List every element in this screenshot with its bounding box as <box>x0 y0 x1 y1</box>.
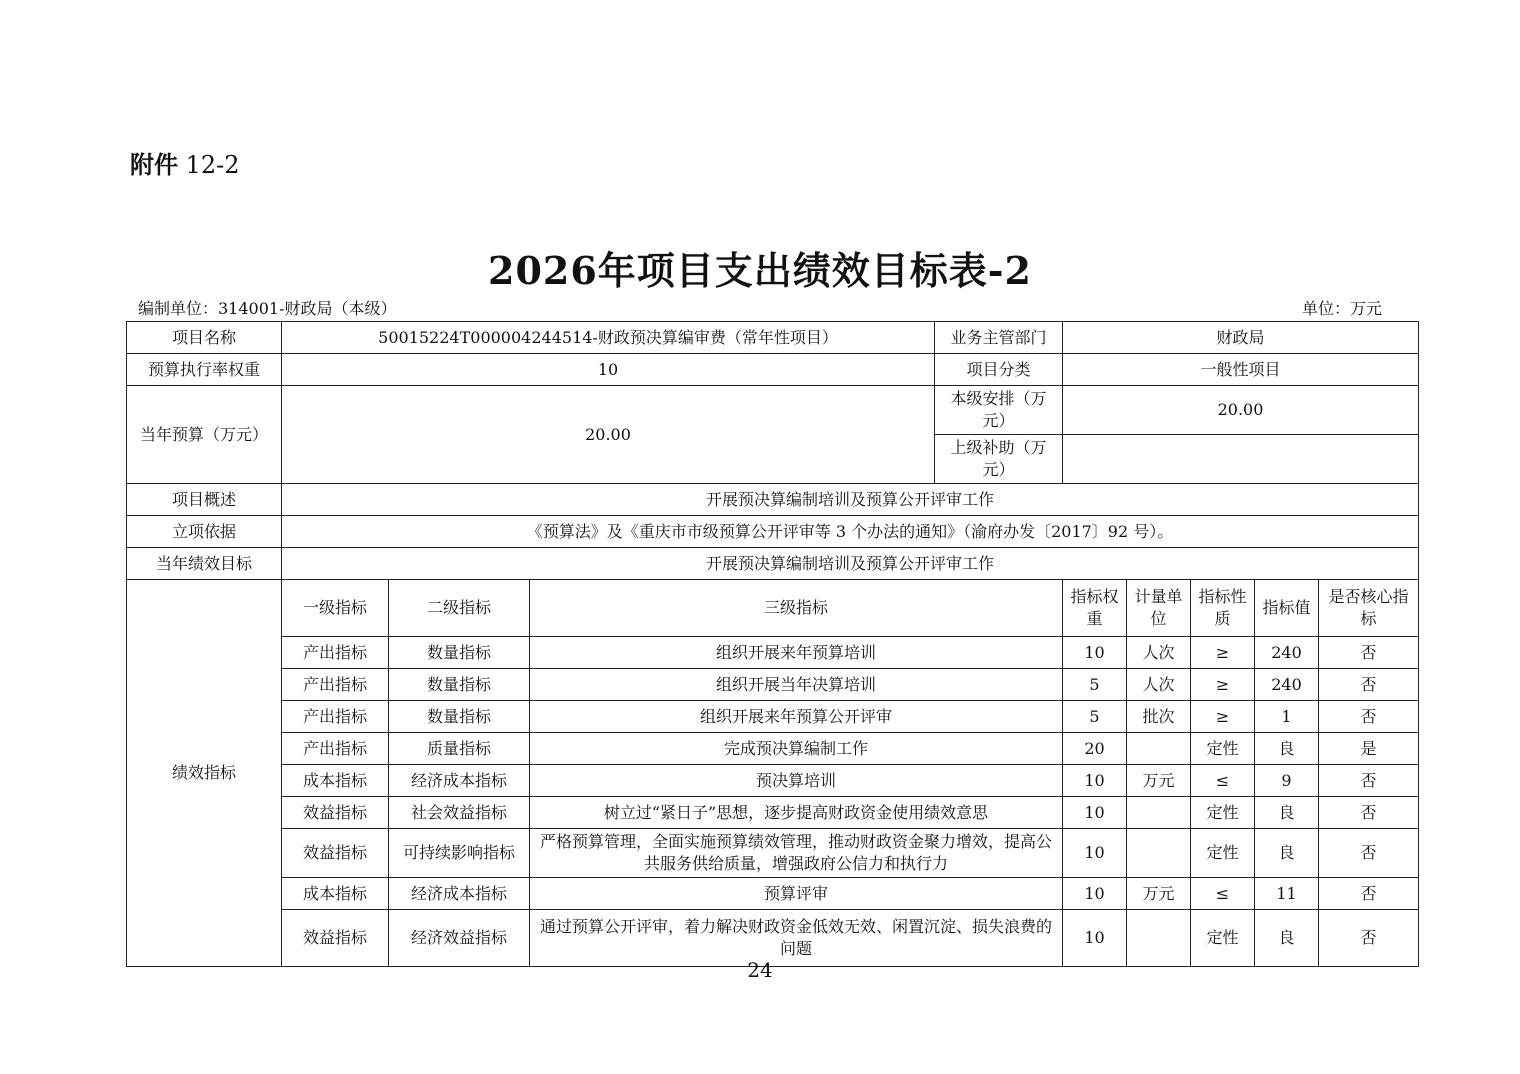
weight-cell: 20 <box>1063 733 1127 765</box>
nature-cell: ≤ <box>1191 765 1255 797</box>
row-basis <box>127 516 1419 548</box>
category-value: 一般性项目 <box>1063 354 1419 386</box>
unit-cell: 批次 <box>1127 701 1191 733</box>
performance-table <box>126 321 1419 967</box>
unit-cell <box>1127 733 1191 765</box>
indicator-row <box>127 765 1419 797</box>
compiling-unit: 编制单位：314001-财政局（本级） <box>138 299 397 318</box>
core-cell: 否 <box>1319 829 1419 878</box>
header-weight: 指标权重 <box>1063 580 1127 637</box>
value-cell: 240 <box>1255 637 1319 669</box>
level1-cell: 产出指标 <box>282 637 389 669</box>
value-cell: 良 <box>1255 910 1319 967</box>
level2-cell: 可持续影响指标 <box>389 829 530 878</box>
value-cell: 11 <box>1255 878 1319 910</box>
value-cell: 良 <box>1255 829 1319 878</box>
unit-cell <box>1127 829 1191 878</box>
nature-cell: 定性 <box>1191 797 1255 829</box>
goal-label: 当年绩效目标 <box>127 548 282 580</box>
level1-cell: 效益指标 <box>282 910 389 967</box>
unit-cell <box>1127 797 1191 829</box>
weight-cell: 10 <box>1063 878 1127 910</box>
indicator-row <box>127 701 1419 733</box>
level3-cell: 完成预决算编制工作 <box>530 733 1063 765</box>
nature-cell: 定性 <box>1191 910 1255 967</box>
level3-cell: 严格预算管理，全面实施预算绩效管理，推动财政资金聚力增效，提高公共服务供给质量，增强政府公信力和执行力 <box>530 829 1063 878</box>
attachment-word: 附件 <box>130 151 178 179</box>
indicators-section-label: 绩效指标 <box>127 580 282 967</box>
value-cell: 良 <box>1255 733 1319 765</box>
header-unit: 计量单位 <box>1127 580 1191 637</box>
header-level2: 二级指标 <box>389 580 530 637</box>
header-level3: 三级指标 <box>530 580 1063 637</box>
core-cell: 否 <box>1319 701 1419 733</box>
weight-cell: 10 <box>1063 829 1127 878</box>
level3-cell: 组织开展当年决算培训 <box>530 669 1063 701</box>
level2-cell: 质量指标 <box>389 733 530 765</box>
core-cell: 否 <box>1319 910 1419 967</box>
level3-cell: 通过预算公开评审，着力解决财政资金低效无效、闲置沉淀、损失浪费的问题 <box>530 910 1063 967</box>
level3-cell: 预算评审 <box>530 878 1063 910</box>
upper-subsidy-value <box>1063 435 1419 484</box>
weight-cell: 5 <box>1063 669 1127 701</box>
indicator-row <box>127 637 1419 669</box>
level1-cell: 产出指标 <box>282 701 389 733</box>
dept-label: 业务主管部门 <box>935 322 1063 354</box>
indicator-header-row <box>127 580 1419 637</box>
value-cell: 良 <box>1255 797 1319 829</box>
header-nature: 指标性质 <box>1191 580 1255 637</box>
unit-cell: 万元 <box>1127 878 1191 910</box>
indicator-row <box>127 733 1419 765</box>
overview-value: 开展预决算编制培训及预算公开评审工作 <box>282 484 1419 516</box>
row-goal <box>127 548 1419 580</box>
core-cell: 否 <box>1319 637 1419 669</box>
level1-cell: 产出指标 <box>282 669 389 701</box>
core-cell: 否 <box>1319 878 1419 910</box>
value-cell: 9 <box>1255 765 1319 797</box>
page-number: 24 <box>747 958 773 982</box>
project-name-value: 50015224T000004244514-财政预决算编审费（常年性项目） <box>282 322 935 354</box>
weight-label: 预算执行率权重 <box>127 354 282 386</box>
indicator-row <box>127 797 1419 829</box>
level1-cell: 成本指标 <box>282 765 389 797</box>
row-overview <box>127 484 1419 516</box>
nature-cell: 定性 <box>1191 733 1255 765</box>
level1-cell: 效益指标 <box>282 797 389 829</box>
currency-unit: 单位：万元 <box>1301 299 1382 318</box>
level2-cell: 经济成本指标 <box>389 765 530 797</box>
level2-cell: 数量指标 <box>389 701 530 733</box>
basis-value: 《预算法》及《重庆市市级预算公开评审等 3 个办法的通知》（渝府办发〔2017〕92 号）。 <box>282 516 1419 548</box>
overview-label: 项目概述 <box>127 484 282 516</box>
attachment-label <box>130 145 240 180</box>
local-arrangement-value: 20.00 <box>1063 386 1419 435</box>
local-arrangement-label: 本级安排（万元） <box>935 386 1063 435</box>
nature-cell: ≥ <box>1191 701 1255 733</box>
basis-label: 立项依据 <box>127 516 282 548</box>
indicator-row <box>127 878 1419 910</box>
weight-cell: 10 <box>1063 637 1127 669</box>
unit-cell: 人次 <box>1127 669 1191 701</box>
level3-cell: 预决算培训 <box>530 765 1063 797</box>
level1-cell: 成本指标 <box>282 878 389 910</box>
level2-cell: 经济效益指标 <box>389 910 530 967</box>
row-project-name <box>127 322 1419 354</box>
nature-cell: 定性 <box>1191 829 1255 878</box>
core-cell: 否 <box>1319 797 1419 829</box>
level3-cell: 树立过“紧日子”思想，逐步提高财政资金使用绩效意思 <box>530 797 1063 829</box>
indicator-row <box>127 669 1419 701</box>
level2-cell: 经济成本指标 <box>389 878 530 910</box>
core-cell: 是 <box>1319 733 1419 765</box>
level2-cell: 社会效益指标 <box>389 797 530 829</box>
level2-cell: 数量指标 <box>389 637 530 669</box>
project-name-label: 项目名称 <box>127 322 282 354</box>
level2-cell: 数量指标 <box>389 669 530 701</box>
nature-cell: ≥ <box>1191 669 1255 701</box>
weight-cell: 5 <box>1063 701 1127 733</box>
level1-cell: 产出指标 <box>282 733 389 765</box>
row-budget <box>127 386 1419 435</box>
header-core: 是否核心指标 <box>1319 580 1419 637</box>
unit-cell: 人次 <box>1127 637 1191 669</box>
weight-value: 10 <box>282 354 935 386</box>
level3-cell: 组织开展来年预算公开评审 <box>530 701 1063 733</box>
unit-cell: 万元 <box>1127 765 1191 797</box>
header-level1: 一级指标 <box>282 580 389 637</box>
level1-cell: 效益指标 <box>282 829 389 878</box>
upper-subsidy-label: 上级补助（万元） <box>935 435 1063 484</box>
weight-cell: 10 <box>1063 910 1127 967</box>
header-value: 指标值 <box>1255 580 1319 637</box>
category-label: 项目分类 <box>935 354 1063 386</box>
nature-cell: ≥ <box>1191 637 1255 669</box>
row-weight <box>127 354 1419 386</box>
indicator-row <box>127 829 1419 878</box>
level3-cell: 组织开展来年预算培训 <box>530 637 1063 669</box>
core-cell: 否 <box>1319 765 1419 797</box>
core-cell: 否 <box>1319 669 1419 701</box>
budget-value: 20.00 <box>282 386 935 484</box>
attachment-number: 12-2 <box>185 151 240 179</box>
goal-value: 开展预决算编制培训及预算公开评审工作 <box>282 548 1419 580</box>
nature-cell: ≤ <box>1191 878 1255 910</box>
dept-value: 财政局 <box>1063 322 1419 354</box>
weight-cell: 10 <box>1063 765 1127 797</box>
document-title: 2026年项目支出绩效目标表-2 <box>488 248 1032 293</box>
budget-label: 当年预算（万元） <box>127 386 282 484</box>
value-cell: 240 <box>1255 669 1319 701</box>
weight-cell: 10 <box>1063 797 1127 829</box>
value-cell: 1 <box>1255 701 1319 733</box>
